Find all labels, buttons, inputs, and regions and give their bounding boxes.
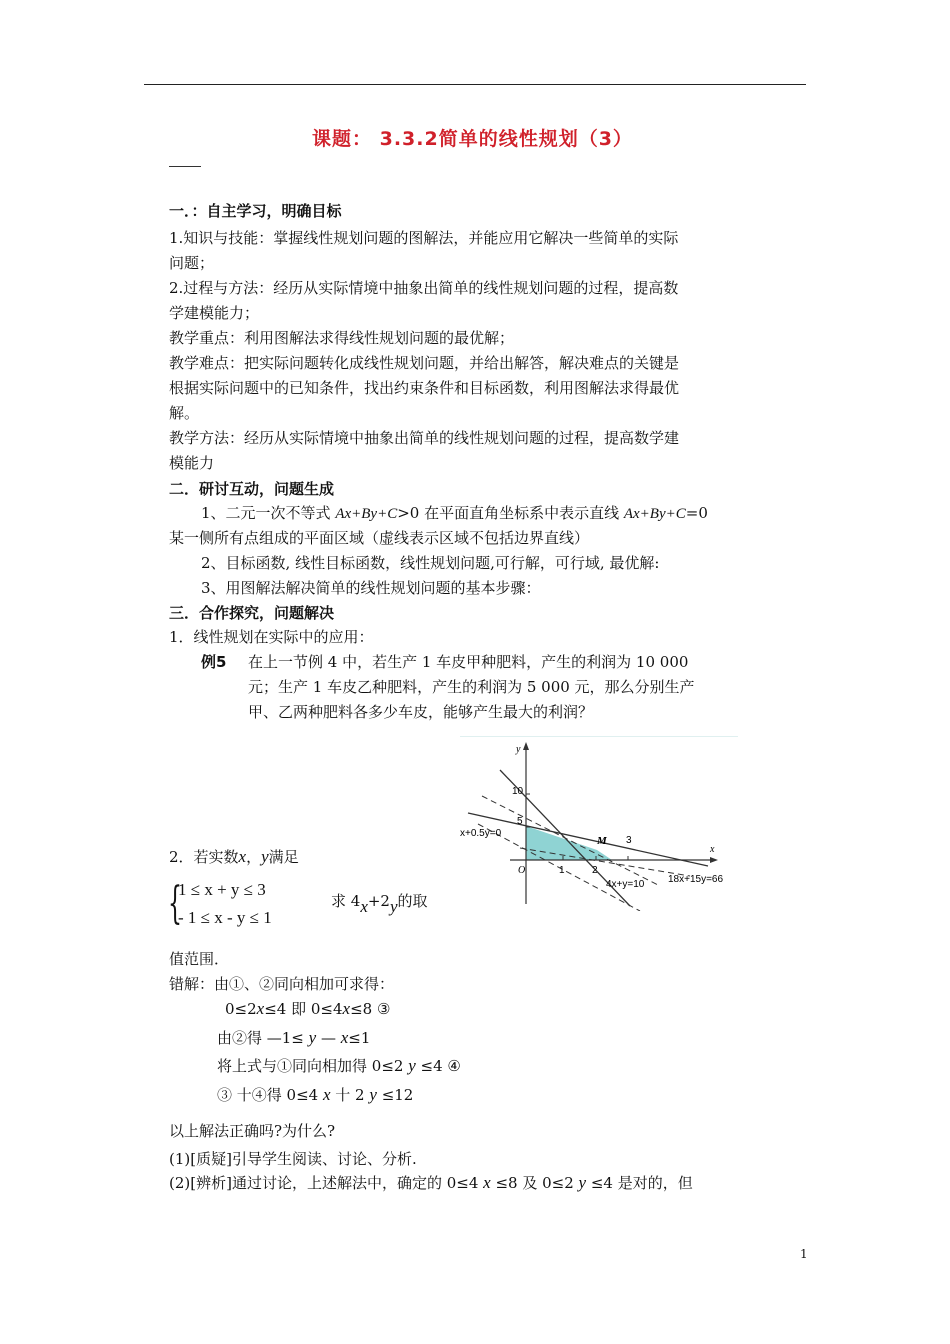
text: ③ 十④得 0≤4 — [217, 1086, 323, 1104]
math-var: x — [322, 1085, 331, 1104]
tick-label: 10 — [512, 786, 524, 797]
wrong-step-2 — [217, 1027, 370, 1048]
q2-lead — [169, 846, 299, 867]
text: 0≤2 — [225, 1000, 257, 1018]
math-var: x — [360, 897, 368, 916]
example-line: 甲、乙两种肥料各多少车皮，能够产生最大的利润？ — [248, 703, 594, 721]
text: 由②得 —1≤ — [217, 1029, 309, 1047]
text: (2)[辨析]通过讨论，上述解法中，确定的 0≤4 — [169, 1174, 484, 1192]
line-label: 18x+15y=66 — [668, 874, 724, 885]
example-line: 元；生产 1 车皮乙种肥料，产生的利润为 5 000 元，那么分别生产 — [248, 678, 695, 696]
text: 十 2 — [330, 1086, 370, 1104]
sec2-item-3: 3、用图解法解决简单的线性规划问题的基本步骤： — [201, 579, 541, 597]
text: >0 在平面直角坐标系中表示直线 — [397, 504, 624, 522]
page-title: 课题： 3.3.2简单的线性规划（3） — [312, 128, 633, 150]
text: +2 — [367, 892, 390, 910]
math-var: x — [340, 1028, 349, 1047]
tick-label: 3 — [626, 835, 632, 846]
y-axis-label: y — [516, 744, 521, 755]
inequality-2: - 1 ≤ x - y ≤ 1 — [178, 908, 272, 927]
sec1-line: 根据实际问题中的已知条件，找出约束条件和目标函数，利用图解法求得最优 — [169, 379, 680, 397]
q2-ask — [331, 890, 428, 916]
analysis-line — [169, 1172, 693, 1193]
text: ≤8 及 0≤2 — [490, 1174, 579, 1192]
inequality-1: 1 ≤ x + y ≤ 3 — [178, 880, 266, 899]
math-var: y — [578, 1173, 587, 1192]
sec1-line: 学建模能力； — [169, 304, 260, 322]
text: ≤4 即 0≤4 — [264, 1000, 343, 1018]
sec1-line: 模能力 — [169, 454, 215, 472]
sec1-line: 教学难点：把实际问题转化成线性规划问题，并给出解答，解决难点的关键是 — [169, 354, 680, 372]
tick-label: 5 — [517, 816, 523, 827]
sec1-line: 教学方法：经历从实际情境中抽象出简单的线性规划问题的过程，提高数学建 — [169, 429, 680, 447]
sec1-line: 问题； — [169, 254, 215, 272]
line-label: 4x+y=10 — [606, 879, 645, 890]
math-expr: Ax+By+C — [623, 506, 686, 522]
example-label: 例5 — [201, 653, 227, 671]
text: ≤8 ③ — [350, 1000, 391, 1018]
text: =0 — [685, 504, 708, 522]
text: ≤4 ④ — [415, 1057, 461, 1075]
short-rule — [169, 166, 201, 167]
sec2-line: 某一侧所有点组成的平面区域（虚线表示区域不包括边界直线） — [169, 529, 590, 547]
text: ≤1 — [348, 1029, 371, 1047]
wrong-step-1 — [225, 998, 390, 1019]
sec1-line: 教学重点：利用图解法求得线性规划问题的最优解； — [169, 329, 515, 347]
discussion-line: (1)[质疑]引导学生阅读、讨论、分析. — [169, 1150, 417, 1168]
sec2-item-1 — [201, 502, 708, 523]
sec3-line: 1．线性规划在实际中的应用： — [169, 628, 374, 646]
section1-heading: 一．：自主学习，明确目标 — [169, 202, 342, 220]
text: — — [316, 1029, 341, 1047]
line-label: x+0.5y=0 — [460, 828, 502, 839]
text: 的取 — [397, 892, 428, 910]
math-var: y — [369, 1085, 377, 1104]
math-var: x — [483, 1173, 491, 1192]
text: 满足 — [268, 848, 299, 866]
text: ≤4 是对的，但 — [586, 1174, 693, 1192]
tick-label: 1 — [559, 865, 565, 876]
page-number: 1 — [800, 1247, 808, 1261]
sec2-item-2: 2、目标函数, 线性目标函数，线性规划问题,可行解，可行域, 最优解: — [201, 554, 660, 572]
section3-heading: 三．合作探究，问题解决 — [169, 604, 335, 622]
sec1-line: 2.过程与方法：经历从实际情境中抽象出简单的线性规划问题的过程，提高数 — [169, 279, 679, 297]
point-label: M — [597, 835, 607, 847]
header-rule — [144, 84, 806, 85]
text: 2．若实数 — [169, 848, 239, 866]
inequality-system — [168, 880, 288, 932]
math-expr: Ax+By+C — [335, 506, 398, 522]
math-var: x — [238, 847, 247, 866]
text: 求 4 — [331, 892, 361, 910]
text: 1、二元一次不等式 — [201, 504, 336, 522]
text: ， — [246, 848, 262, 866]
text: ≤12 — [376, 1086, 414, 1104]
math-var: y — [261, 847, 269, 866]
math-var: y — [389, 897, 398, 916]
math-var: x — [256, 999, 265, 1018]
origin-label: O — [518, 865, 526, 876]
math-var: y — [308, 1028, 317, 1047]
math-var: y — [408, 1056, 416, 1075]
text: 将上式与①同向相加得 0≤2 — [217, 1057, 409, 1075]
tick-label: 2 — [592, 865, 598, 876]
wrong-label: 错解：由①、②同向相加可求得： — [169, 975, 395, 993]
x-axis-label: x — [710, 844, 715, 855]
wrong-step-3 — [217, 1055, 461, 1076]
question-line: 以上解法正确吗?为什么? — [169, 1122, 336, 1140]
math-var: x — [342, 999, 351, 1018]
sec1-line: 解。 — [169, 404, 200, 422]
feasible-region-figure — [460, 736, 738, 911]
wrong-step-4 — [217, 1084, 413, 1105]
example-line: 在上一节例 4 中，若生产 1 车皮甲种肥料，产生的利润为 10 000 — [248, 653, 689, 671]
sec1-line: 1.知识与技能：掌握线性规划问题的图解法，并能应用它解决一些简单的实际 — [169, 229, 679, 247]
q2-range: 值范围． — [169, 950, 230, 968]
section2-heading: 二．研讨互动，问题生成 — [169, 480, 335, 498]
brace: { — [168, 878, 182, 929]
